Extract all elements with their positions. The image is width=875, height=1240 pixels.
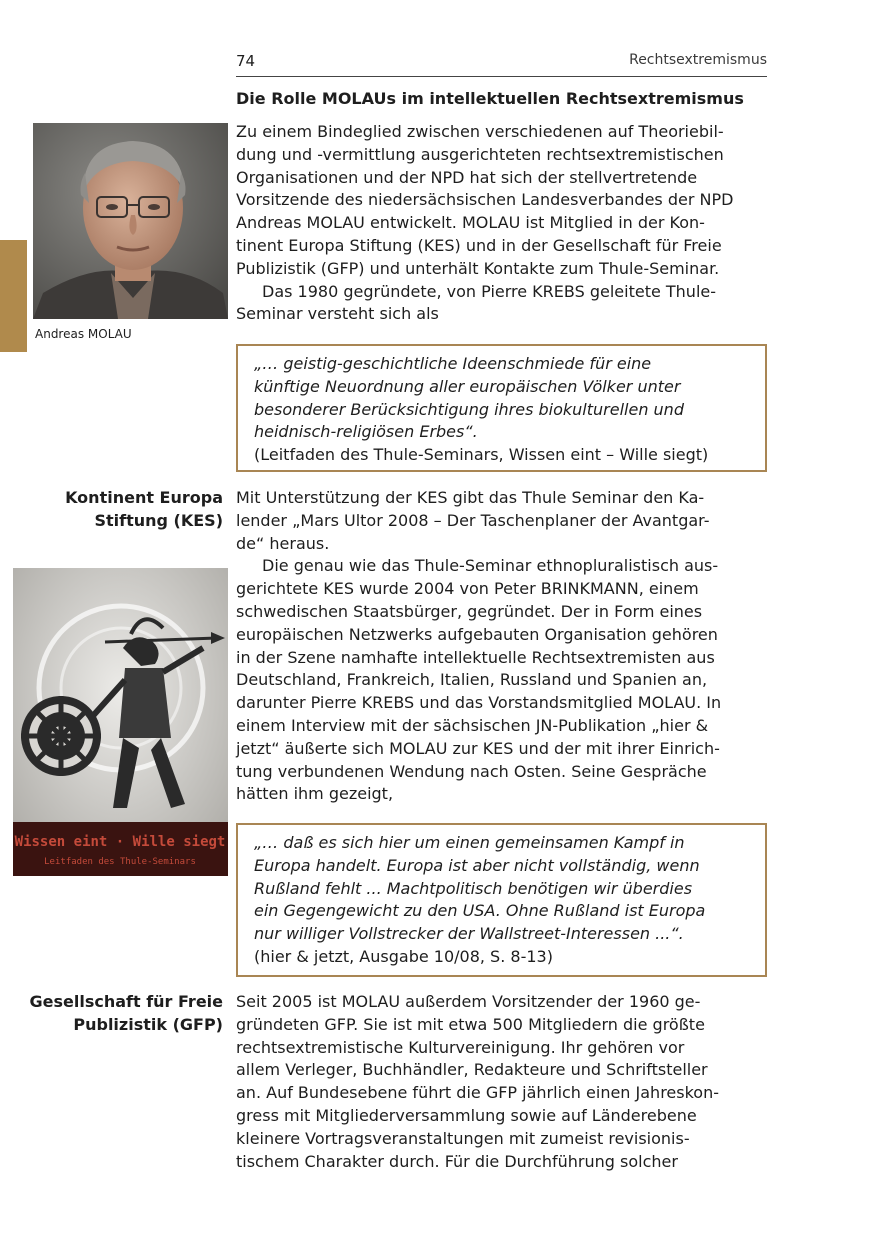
quote-line: „… geistig-geschichtliche Ideenschmiede für eine — [254, 354, 652, 373]
text-line: tischem Charakter durch. Für die Durchführung solcher — [236, 1151, 678, 1171]
cover-subtitle: Leitfaden des Thule-Seminars — [44, 857, 196, 867]
photo-caption: Andreas MOLAU — [35, 327, 132, 341]
chapter-side-tab — [0, 240, 27, 352]
text-line: kleinere Vortragsveranstaltungen mit zumeist revisionis- — [236, 1128, 690, 1148]
quote-line: nur williger Vollstrecker der Wallstreet-Interessen ...“. — [254, 924, 684, 944]
text-line: jetzt“ äußerte sich MOLAU zur KES und der mit ihrer Einrich- — [236, 738, 720, 758]
text-line: gerichtete KES wurde 2004 von Peter BRINKMANN, einem — [236, 579, 699, 599]
portrait-photo — [33, 123, 228, 319]
margin-heading-gfp — [30, 991, 224, 1037]
text-line: Mit Unterstützung der KES gibt das Thule Seminar den Ka- — [236, 488, 705, 507]
quote-line: ein Gegengewicht zu den USA. Ohne Rußland ist Europa — [254, 901, 706, 921]
quote-source: (Leitfaden des Thule-Seminars, Wissen eint – Wille siegt) — [254, 445, 709, 465]
text-line: allem Verleger, Buchhändler, Redakteure und Schriftsteller — [236, 1060, 708, 1080]
text-line: Organisationen und der NPD hat sich der stellvertretende — [236, 167, 698, 187]
cover-title: Wissen eint · Wille siegt — [14, 834, 226, 850]
text-line: rechtsextremistische Kulturvereinigung. Ihr gehören vor — [236, 1037, 685, 1057]
quote-line: heidnisch-religiösen Erbes“. — [254, 422, 478, 442]
quote-source: (hier & jetzt, Ausgabe 10/08, S. 8-13) — [254, 946, 553, 966]
quote-line: Europa handelt. Europa ist aber nicht vollständig, wenn — [254, 855, 700, 875]
quote-line: „… daß es sich hier um einen gemeinsamen Kampf in — [254, 833, 685, 852]
quote-line: künftige Neuordnung aller europäischen Völker unter — [254, 376, 681, 396]
text-line: Seminar versteht sich als — [236, 304, 439, 324]
section-heading: Die Rolle MOLAUs im intellektuellen Rechtsextremismus — [236, 89, 744, 108]
text-line: hätten ihm gezeigt, — [236, 784, 394, 804]
quote-line: besonderer Berücksichtigung ihres biokulturellen und — [254, 399, 684, 419]
gfp-paragraph — [236, 991, 771, 1173]
text-line: in der Szene namhafte intellektuelle Rechtsextremisten aus — [236, 647, 715, 667]
cover-illustration — [13, 568, 228, 876]
quote-line: Rußland fehlt ... Machtpolitisch benötigen wir überdies — [254, 878, 693, 898]
text-line: Zu einem Bindeglied zwischen verschiedenen auf Theoriebil- — [236, 122, 724, 141]
quote-box-thule — [236, 344, 767, 472]
margin-heading-line: Publizistik (GFP) — [73, 1014, 223, 1034]
margin-heading-line: Kontinent Europa — [65, 488, 223, 507]
text-line: Publizistik (GFP) und unterhält Kontakte zum Thule-Seminar. — [236, 258, 720, 278]
intro-paragraph — [236, 121, 771, 326]
text-line: darunter Pierre KREBS und das Vorstandsmitglied MOLAU. In — [236, 693, 722, 713]
header-rule — [236, 76, 767, 77]
text-line: einem Interview mit der sächsischen JN-Publikation „hier & — [236, 715, 709, 735]
quote-box-hier-jetzt — [236, 823, 767, 977]
portrait-illustration — [33, 123, 228, 319]
text-line: lender „Mars Ultor 2008 – Der Taschenplaner der Avantgar- — [236, 510, 710, 530]
text-line: de“ heraus. — [236, 533, 330, 553]
text-line: Das 1980 gegründete, von Pierre KREBS geleitete Thule- — [262, 281, 717, 301]
text-line: europäischen Netzwerks aufgebauten Organisation gehören — [236, 624, 718, 644]
running-head: Rechtsextremismus — [629, 52, 767, 68]
page-number: 74 — [236, 52, 256, 70]
text-line: dung und -vermittlung ausgerichteten rechtsextremistischen — [236, 144, 724, 164]
margin-heading-kes — [65, 487, 223, 533]
text-line: Vorsitzende des niedersächsischen Landesverbandes der NPD — [236, 190, 734, 210]
text-line: Andreas MOLAU entwickelt. MOLAU ist Mitglied in der Kon- — [236, 213, 705, 233]
text-line: tung verbundenen Wendung nach Osten. Seine Gespräche — [236, 761, 707, 781]
text-line: tinent Europa Stiftung (KES) und in der Gesellschaft für Freie — [236, 235, 722, 255]
text-line: gress mit Mitgliederversammlung sowie auf Länderebene — [236, 1105, 697, 1125]
text-line: schwedischen Staatsbürger, gegründet. Der in Form eines — [236, 601, 703, 621]
text-line: Die genau wie das Thule-Seminar ethnopluralistisch aus- — [262, 556, 719, 576]
text-line: Deutschland, Frankreich, Italien, Russland und Spanien an, — [236, 670, 708, 690]
text-line: an. Auf Bundesebene führt die GFP jährlich einen Jahreskon- — [236, 1083, 719, 1103]
thule-calendar-cover — [13, 568, 228, 876]
margin-heading-line: Gesellschaft für Freie — [29, 992, 223, 1011]
margin-heading-line: Stiftung (KES) — [94, 510, 223, 530]
text-line: gründeten GFP. Sie ist mit etwa 500 Mitgliedern die größte — [236, 1014, 705, 1034]
text-line: Seit 2005 ist MOLAU außerdem Vorsitzender der 1960 ge- — [236, 992, 701, 1011]
kes-paragraph — [236, 487, 771, 806]
